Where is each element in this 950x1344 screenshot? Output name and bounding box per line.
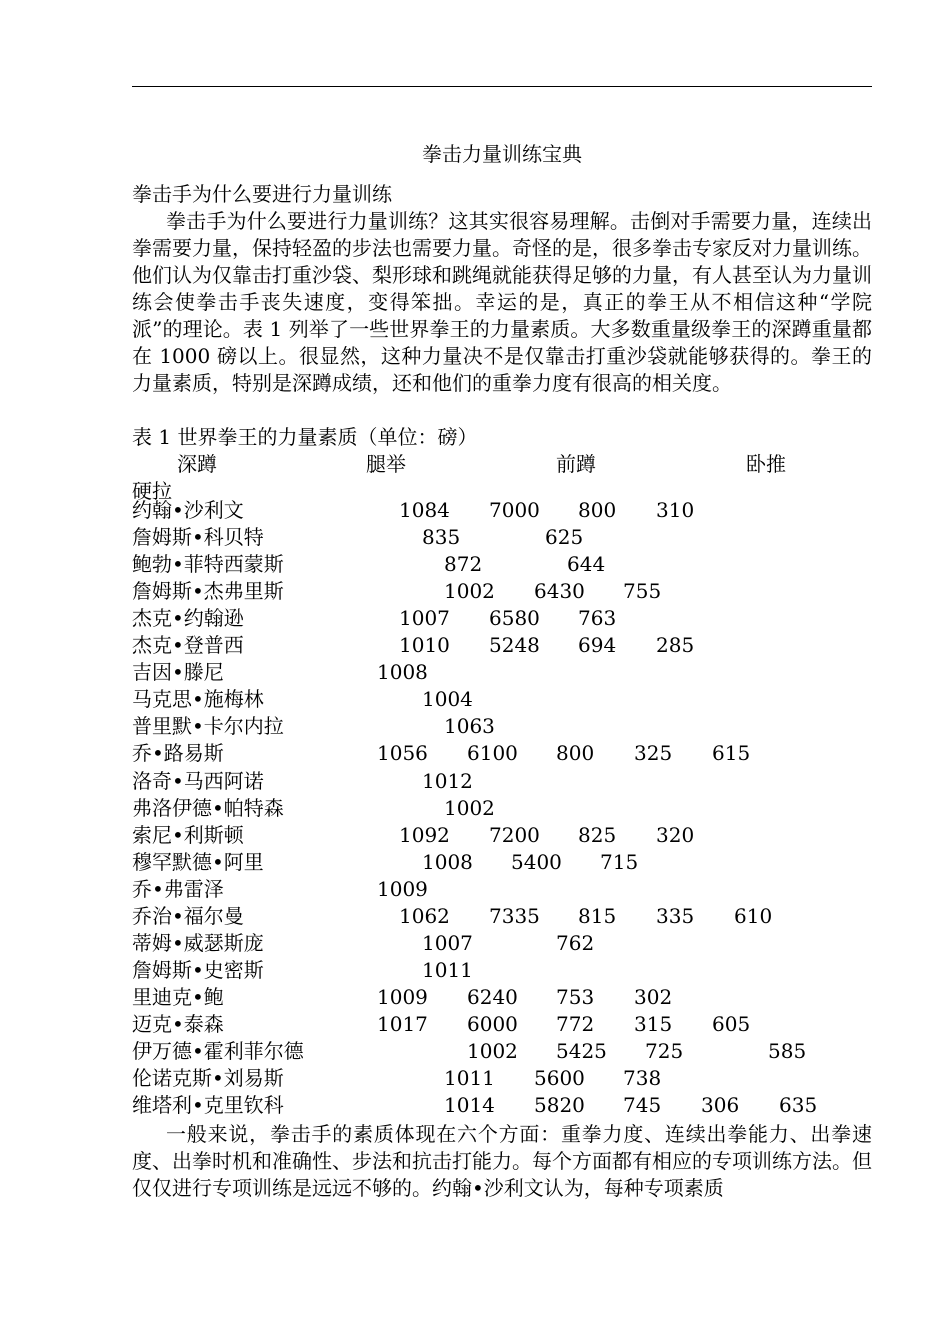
table-cell-value: 1056 (377, 741, 428, 766)
table-cell-value: 1002 (467, 1039, 518, 1063)
document-title: 拳击力量训练宝典 (422, 142, 582, 166)
boxer-name: 蒂姆•威瑟斯庞 (132, 930, 264, 955)
table-cell-value: 6240 (467, 984, 518, 1009)
header-squat: 深蹲 (177, 452, 217, 476)
table-row (0, 822, 950, 849)
table-cell-value: 615 (712, 741, 751, 766)
table-cell-value: 6100 (467, 741, 518, 766)
table-cell-value: 1012 (422, 768, 473, 793)
boxer-name: 穆罕默德•阿里 (132, 849, 264, 874)
boxer-name: 普里默•卡尔内拉 (132, 714, 284, 739)
table-cell-value: 715 (600, 849, 639, 874)
table-caption: 表 1 世界拳王的力量素质（单位：磅） (132, 425, 478, 449)
table-cell-value: 825 (578, 822, 617, 847)
table-row (0, 659, 950, 686)
table-cell-value: 610 (734, 903, 773, 928)
boxer-name: 詹姆斯•杰弗里斯 (132, 579, 284, 604)
header-bench-press: 卧推 (746, 452, 786, 476)
table-cell-value: 1007 (399, 606, 450, 631)
table-cell-value: 694 (578, 633, 617, 658)
table-cell-value: 1014 (444, 1093, 495, 1118)
table-row (0, 632, 950, 659)
table-cell-value: 1011 (422, 957, 473, 982)
boxer-name: 伦诺克斯•刘易斯 (132, 1066, 284, 1091)
boxer-name: 马克思•施梅林 (132, 687, 264, 712)
table-cell-value: 310 (656, 498, 695, 522)
boxer-name: 弗洛伊德•帕特森 (132, 795, 284, 820)
table-cell-value: 745 (623, 1093, 662, 1118)
boxer-name: 伊万德•霍利菲尔德 (132, 1039, 304, 1063)
table-row (0, 713, 950, 740)
table-cell-value: 315 (634, 1011, 673, 1036)
boxer-name: 乔•路易斯 (132, 741, 224, 766)
table-cell-value: 1010 (399, 633, 450, 658)
table-row (0, 605, 950, 632)
table-cell-value: 1008 (422, 849, 473, 874)
boxer-name: 约翰•沙利文 (132, 498, 244, 522)
table-cell-value: 285 (656, 633, 695, 658)
boxer-name: 吉因•滕尼 (132, 660, 224, 685)
header-deadlift: 硬拉 (132, 479, 172, 503)
table-cell-value: 5400 (511, 849, 562, 874)
table-cell-value: 6580 (489, 606, 540, 631)
table-row (0, 524, 950, 551)
boxer-name: 洛奇•马西阿诺 (132, 768, 264, 793)
table-cell-value: 625 (545, 525, 584, 550)
boxer-name: 索尼•利斯顿 (132, 822, 244, 847)
table-row (0, 876, 950, 903)
boxer-name: 维塔利•克里钦科 (132, 1093, 284, 1118)
table-cell-value: 1011 (444, 1066, 495, 1091)
table-cell-value: 585 (768, 1039, 807, 1063)
closing-paragraph: 一般来说，拳击手的素质体现在六个方面：重拳力度、连续出拳能力、出拳速度、出拳时机和准确性、步法和抗击打能力。每个方面都有相应的专项训练方法。但仅仅进行专项训练是远远不够的。约翰•沙利文认为，每种专项素质 (132, 1122, 872, 1200)
section-heading: 拳击手为什么要进行力量训练 (132, 182, 392, 206)
table-cell-value: 335 (656, 903, 695, 928)
table-cell-value: 306 (701, 1093, 740, 1118)
boxer-name: 杰克•登普西 (132, 633, 244, 658)
table-cell-value: 7200 (489, 822, 540, 847)
table-row (0, 686, 950, 713)
table-row (0, 1092, 950, 1119)
table-cell-value: 872 (444, 552, 483, 577)
table-cell-value: 800 (578, 498, 617, 522)
table-row (0, 740, 950, 767)
table-row (0, 849, 950, 876)
table-cell-value: 635 (779, 1093, 818, 1118)
table-row (0, 578, 950, 605)
table-cell-value: 1092 (399, 822, 450, 847)
table-cell-value: 7335 (489, 903, 540, 928)
boxer-name: 詹姆斯•史密斯 (132, 957, 264, 982)
table-row (0, 1011, 950, 1038)
boxer-name: 杰克•约翰逊 (132, 606, 244, 631)
table-cell-value: 320 (656, 822, 695, 847)
table-cell-value: 835 (422, 525, 461, 550)
table-cell-value: 6430 (534, 579, 585, 604)
table-cell-value: 753 (556, 984, 595, 1009)
table-cell-value: 800 (556, 741, 595, 766)
table-cell-value: 325 (634, 741, 673, 766)
boxer-name: 詹姆斯•科贝特 (132, 525, 264, 550)
table-row (0, 795, 950, 822)
table-row (0, 1065, 950, 1092)
table-cell-value: 1002 (444, 579, 495, 604)
table-cell-value: 1009 (377, 876, 428, 901)
table-cell-value: 1002 (444, 795, 495, 820)
table-row (0, 551, 950, 578)
table-cell-value: 7000 (489, 498, 540, 522)
table-row (0, 497, 950, 524)
table-cell-value: 815 (578, 903, 617, 928)
table-row (0, 903, 950, 930)
table-cell-value: 725 (645, 1039, 684, 1063)
table-cell-value: 763 (578, 606, 617, 631)
table-cell-value: 5600 (534, 1066, 585, 1091)
boxer-name: 鲍勃•菲特西蒙斯 (132, 552, 284, 577)
table-cell-value: 5425 (556, 1039, 607, 1063)
table-cell-value: 644 (567, 552, 606, 577)
table-row (0, 1038, 950, 1065)
table-row (0, 957, 950, 984)
table-row (0, 768, 950, 795)
table-cell-value: 1009 (377, 984, 428, 1009)
table-cell-value: 302 (634, 984, 673, 1009)
boxer-name: 乔治•福尔曼 (132, 903, 244, 928)
intro-paragraph: 拳击手为什么要进行力量训练？这其实很容易理解。击倒对手需要力量，连续出拳需要力量，保持轻盈的步法也需要力量。奇怪的是，很多拳击专家反对力量训练。他们认为仅靠击打重沙袋、梨形球和跳绳就能获得足够的力量，有人甚至认为力量训练会使拳击手丧失速度，变得笨拙。幸运的是，真正的拳王从不相信这种“学院派”的理论。表 1 列举了一些世界拳王的力量素质。大多数重量级拳王的深蹲重量都在 1000 磅以上。很显然，这种力量决不是仅靠击打重沙袋就能够获得的。拳王的力量素质，特别是深蹲成绩，还和他们的重拳力度有很高的相关度。 (132, 209, 872, 395)
table-cell-value: 1004 (422, 687, 473, 712)
header-leg-press: 腿举 (366, 452, 406, 476)
table-cell-value: 762 (556, 930, 595, 955)
table-cell-value: 1062 (399, 903, 450, 928)
table-cell-value: 1008 (377, 660, 428, 685)
table-cell-value: 1017 (377, 1011, 428, 1036)
table-cell-value: 5248 (489, 633, 540, 658)
header-front-squat: 前蹲 (556, 452, 596, 476)
table-cell-value: 6000 (467, 1011, 518, 1036)
table-cell-value: 605 (712, 1011, 751, 1036)
boxer-name: 乔•弗雷泽 (132, 876, 224, 901)
table-cell-value: 1063 (444, 714, 495, 739)
boxer-name: 里迪克•鲍 (132, 984, 224, 1009)
table-cell-value: 5820 (534, 1093, 585, 1118)
table-cell-value: 738 (623, 1066, 662, 1091)
table-cell-value: 1084 (399, 498, 450, 522)
table-row (0, 930, 950, 957)
table-cell-value: 755 (623, 579, 662, 604)
boxer-name: 迈克•泰森 (132, 1011, 224, 1036)
table-cell-value: 1007 (422, 930, 473, 955)
header-rule (132, 86, 872, 87)
table-cell-value: 772 (556, 1011, 595, 1036)
table-row (0, 984, 950, 1011)
